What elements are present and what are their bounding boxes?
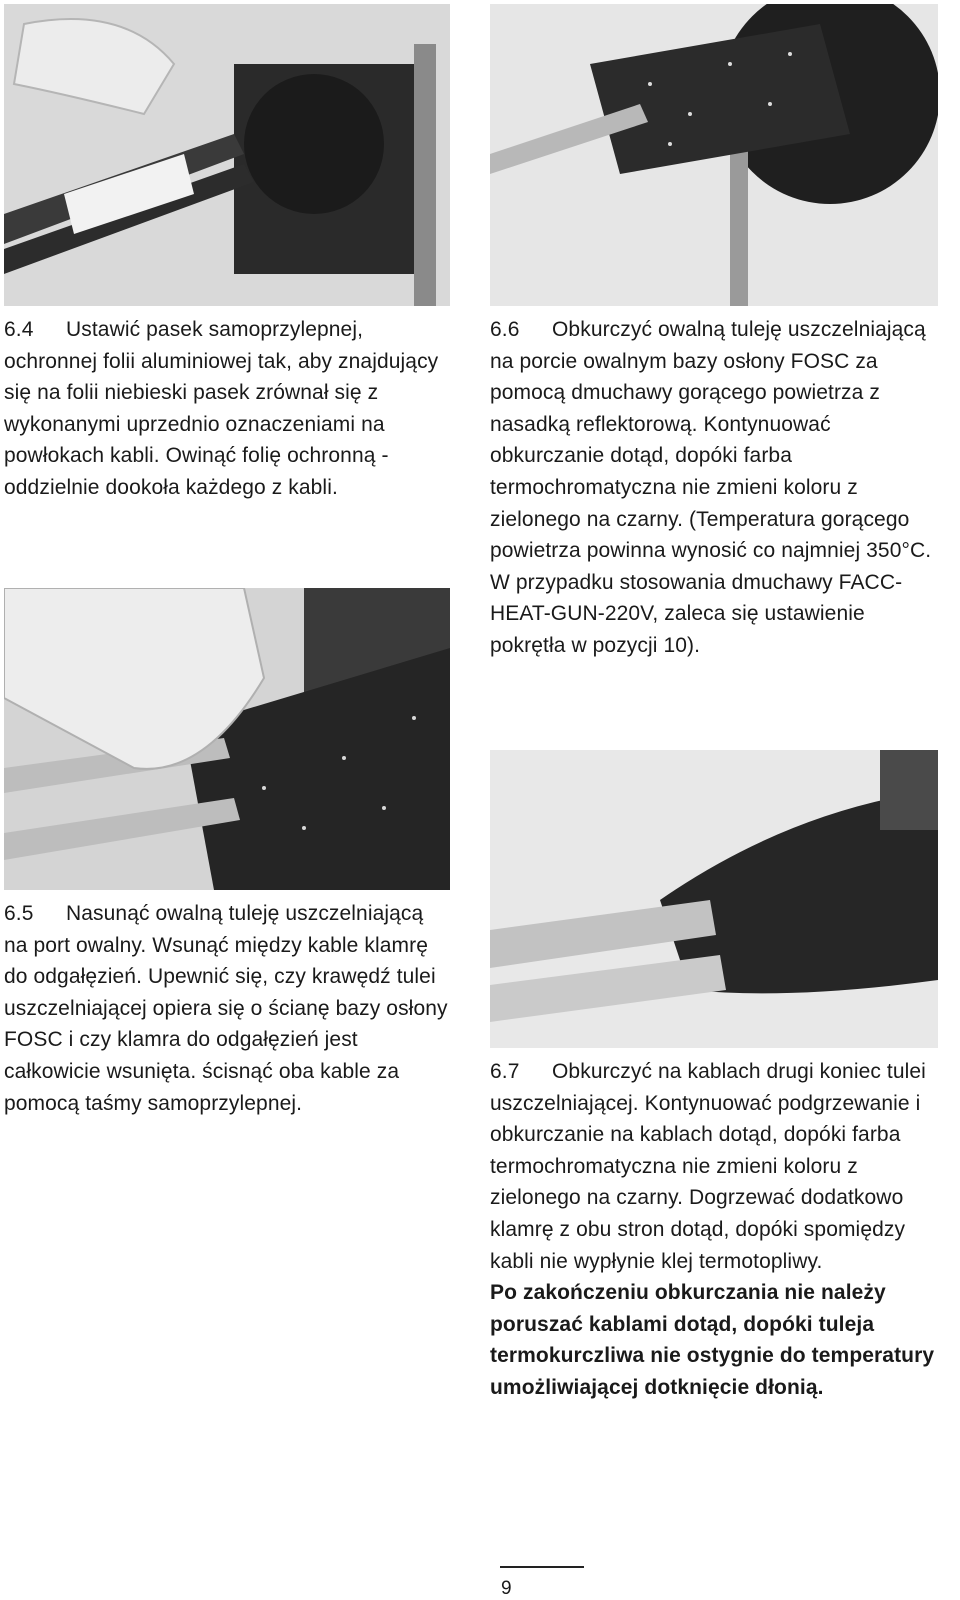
- step-6-4: [4, 314, 444, 504]
- step-text: Obkurczyć na kablach drugi koniec tulei uszczelniającej. Kontynuować podgrzewanie i obkurczanie na kablach dotąd, dopóki farba termochromatyczna nie zmieni koloru z zielonego na czarny. Dogrzewać dodatkowo klamrę z obu stron dotąd, dopóki spomiędzy kabli nie wypłynie klej termotopliwy.: [490, 1060, 926, 1273]
- step-text: Nasunąć owalną tuleję uszczelniającą na port owalny. Wsunąć między kable klamrę do odgałęzień. Upewnić się, czy krawędź tulei uszczelniającej opiera się o ścianę bazy osłony FOSC i czy klamra do odgałęzień jest całkowicie wsunięta. ścisnąć oba kable za pomocą taśmy samoprzylepnej.: [4, 902, 448, 1115]
- step-number: 6.4: [4, 318, 34, 341]
- photo-step-6-6: [490, 4, 938, 306]
- step-text: Ustawić pasek samoprzylepnej, ochronnej folii aluminiowej tak, aby znajdujący się na folii niebieski pasek zrównał się z wykonanymi uprzednio oznaczeniami na powłokach kabli. Owinąć folię ochronną - oddzielnie dookoła każdego z kabli.: [4, 318, 439, 499]
- photo-step-6-5: [4, 588, 450, 890]
- step-number: 6.6: [490, 318, 520, 341]
- photo-step-6-4: [4, 4, 450, 306]
- step-text: Obkurczyć owalną tuleję uszczelniającą na porcie owalnym bazy osłony FOSC za pomocą dmuchawy gorącego powietrza z nasadką reflektorową. Kontynuować obkurczanie dotąd, dopóki farba termochromatyczna nie zmieni koloru z zielonego na czarny. (Temperatura gorącego powietrza powinna wynosić co najmniej 350°C. W przypadku stosowania dmuchawy FACC-HEAT-GUN-220V, zaleca się ustawienie pokrętła w pozycji 10).: [490, 318, 932, 657]
- step-number: 6.7: [490, 1060, 520, 1083]
- step-6-5: [4, 898, 450, 1119]
- footer-rule: [500, 1566, 584, 1568]
- photo-step-6-7: [490, 750, 938, 1048]
- step-6-6: [490, 314, 942, 662]
- page-number: 9: [501, 1578, 512, 1599]
- warning-text: Po zakończeniu obkurczania nie należy poruszać kablami dotąd, dopóki tuleja termokurczliwa nie ostygnie do temperatury umożliwiającej dotknięcie dłonią.: [490, 1281, 935, 1399]
- step-number: 6.5: [4, 902, 34, 925]
- step-6-7: [490, 1056, 942, 1404]
